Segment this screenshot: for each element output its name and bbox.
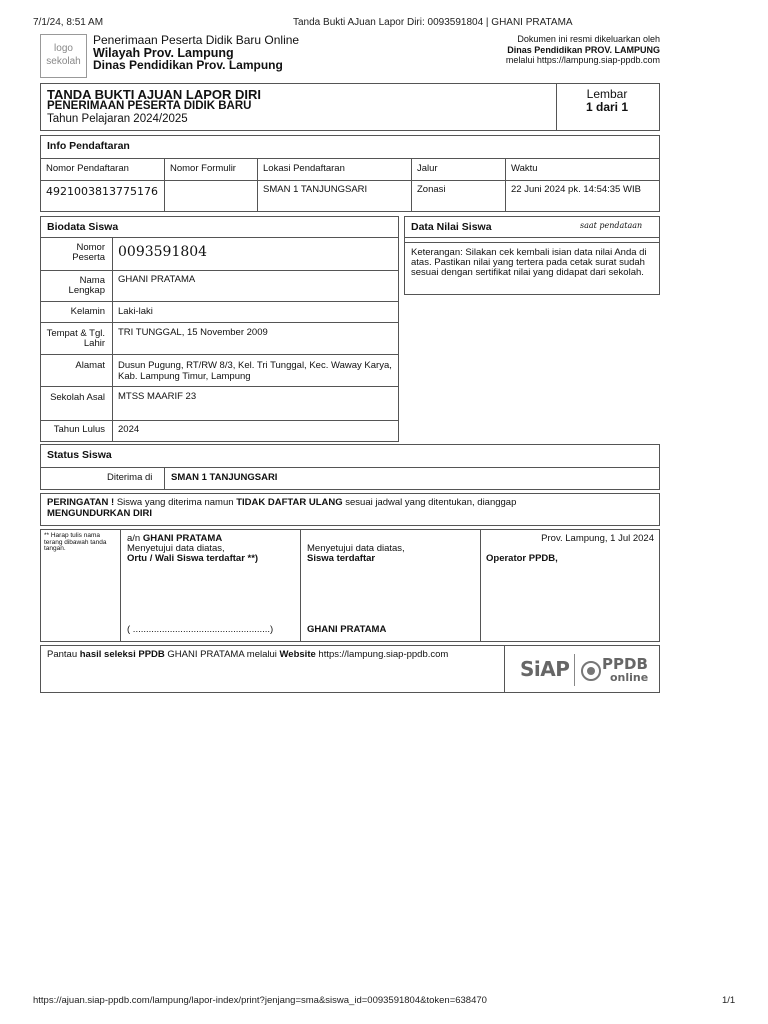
pantau-t3: https://lampung.siap-ppdb.com [315,649,449,660]
biodata-label: Tahun Lulus [53,424,105,435]
warning-text-1: Siswa yang diterima namun [114,497,237,508]
divider [480,529,481,642]
sheet-value: 1 dari 1 [585,100,629,114]
divider [257,158,258,212]
signature-note: ** Harap tulis nama terang dibawah tanda tangan. [44,532,107,552]
registration-time: 22 Juni 2024 pk. 14:54:35 WIB [511,184,641,195]
registration-path: Zonasi [417,184,446,195]
biodata-label: Tempat & Tgl. Lahir [46,328,105,349]
info-header: Waktu [511,163,538,174]
student-role: Siswa terdaftar [307,553,376,564]
print-title: Tanda Bukti AJuan Lapor Diri: 0093591804 | GHANI PRATAMA [293,17,573,28]
participant-number: 0093591804 [118,244,208,260]
info-section-title: Info Pendaftaran [47,140,130,152]
header-line-3: Dinas Pendidikan Prov. Lampung [93,58,283,72]
header-line-2: Wilayah Prov. Lampung [93,46,234,60]
divider [40,322,399,323]
doc-subtitle: PENERIMAAN PESERTA DIDIK BARU [47,100,252,112]
nilai-section-title: Data Nilai Siswa [411,221,492,233]
pantau-t1: Pantau [47,649,80,660]
pantau-text [47,650,502,661]
address: Dusun Pugung, RT/RW 8/3, Kel. Tri Tunggal, Kec. Waway Karya, Kab. Lampung Timur, Lampung [118,360,392,382]
divider [574,654,575,686]
warning-label: PERINGATAN ! [47,497,115,508]
accepted-label: Diterima di [107,472,153,483]
guardian-an: a/n [127,533,143,544]
divider [505,158,506,212]
warning-text [47,498,647,509]
warning-text-2: sesuai jadwal yang ditentukan, dianggap [342,497,517,508]
biodata-label: Alamat [75,360,105,371]
siap-logo: SiAP [520,657,570,681]
registration-location: SMAN 1 TANJUNGSARI [263,184,368,195]
logo-text: logo [54,43,73,54]
divider [40,420,399,421]
divider [40,158,660,159]
registration-number: 4921003813775176 [46,185,158,198]
ppdb-emblem-icon [580,660,602,682]
graduation-year: 2024 [118,424,140,435]
divider [504,645,505,693]
student-approve: Menyetujui data diatas, [307,543,405,554]
pantau-b1: hasil seleksi PPDB [79,649,165,660]
info-header: Lokasi Pendaftaran [263,163,345,174]
academic-year: Tahun Pelajaran 2024/2025 [47,113,188,125]
info-header: Nomor Formulir [170,163,236,174]
info-header: Jalur [417,163,438,174]
divider [40,354,399,355]
accepted-school: SMAN 1 TANJUNGSARI [171,472,278,483]
ppdb-logo-bottom: online [610,671,649,684]
guardian-role: Ortu / Wali Siswa terdaftar **) [127,553,259,564]
pantau-t2: GHANI PRATAMA melalui [164,649,280,660]
guardian-approve: Menyetujui data diatas, [127,543,225,554]
guardian-student-name: GHANI PRATAMA [142,533,223,544]
logo-text-2: sekolah [46,56,81,67]
divider [404,237,660,238]
divider [40,467,660,468]
divider [40,301,399,302]
warning-emphasis: TIDAK DAFTAR ULANG [236,497,343,508]
issuer-line-1: Dokumen ini resmi dikeluarkan oleh [517,34,660,44]
operator-role: Operator PPDB, [486,553,558,564]
birth-place-date: TRI TUNGGAL, 15 November 2009 [118,327,268,338]
ppdb-online-logo [580,655,650,687]
pantau-b2: Website [279,649,316,660]
divider [40,237,399,238]
divider [411,158,412,212]
sheet-label: Lembar [586,87,628,101]
ppdb-logo-top: PPDB [602,655,648,673]
divider [112,237,113,442]
print-page-number: 1/1 [722,995,736,1006]
header-line-1: Penerimaan Peserta Didik Baru Online [93,33,300,47]
divider [556,83,557,131]
divider [120,529,121,642]
student-signature-name: GHANI PRATAMA [307,624,387,635]
status-section-title: Status Siswa [47,449,112,461]
issuer-line-2: Dinas Pendidikan PROV. LAMPUNG [507,44,660,55]
nilai-subtitle: saat pendataan [580,221,643,230]
biodata-label: Nomor Peserta [72,242,105,263]
divider [164,158,165,212]
nilai-keterangan: Keterangan: Silakan cek kembali isian data nilai Anda di atas. Pastikan nilai yang tertera pada cetak surat sudah sesuai dengan sertifikat nilai yang didapat dari sekolah. [411,247,647,278]
divider [300,529,301,642]
header-issuer [400,34,660,66]
divider [40,386,399,387]
biodata-label: Sekolah Asal [50,392,105,403]
origin-school: MTSS MAARIF 23 [118,391,197,402]
doc-title: TANDA BUKTI AJUAN LAPOR DIRI [47,87,262,102]
school-logo-placeholder [40,34,87,78]
sheet-counter [560,88,654,114]
gender: Laki-laki [118,306,153,317]
info-pendaftaran-box [40,135,660,212]
biodata-label: Nama Lengkap [68,275,105,296]
divider [40,270,399,271]
print-url: https://ajuan.siap-ppdb.com/lampung/lapor-index/print?jenjang=sma&siswa_id=0093591804&token=638470 [33,995,487,1006]
issuer-line-3: melalui https://lampung.siap-ppdb.com [505,55,660,65]
biodata-section-title: Biodata Siswa [47,221,119,233]
divider [164,467,165,490]
print-datetime: 7/1/24, 8:51 AM [33,17,104,28]
info-header: Nomor Pendaftaran [46,163,129,174]
sign-place-date: Prov. Lampung, 1 Jul 2024 [541,533,654,544]
guardian-signature-line: ( ....................................................) [127,624,274,635]
divider [40,180,660,181]
warning-line-2: MENGUNDURKAN DIRI [47,508,153,519]
full-name: GHANI PRATAMA [118,274,196,285]
biodata-label: Kelamin [70,306,105,317]
